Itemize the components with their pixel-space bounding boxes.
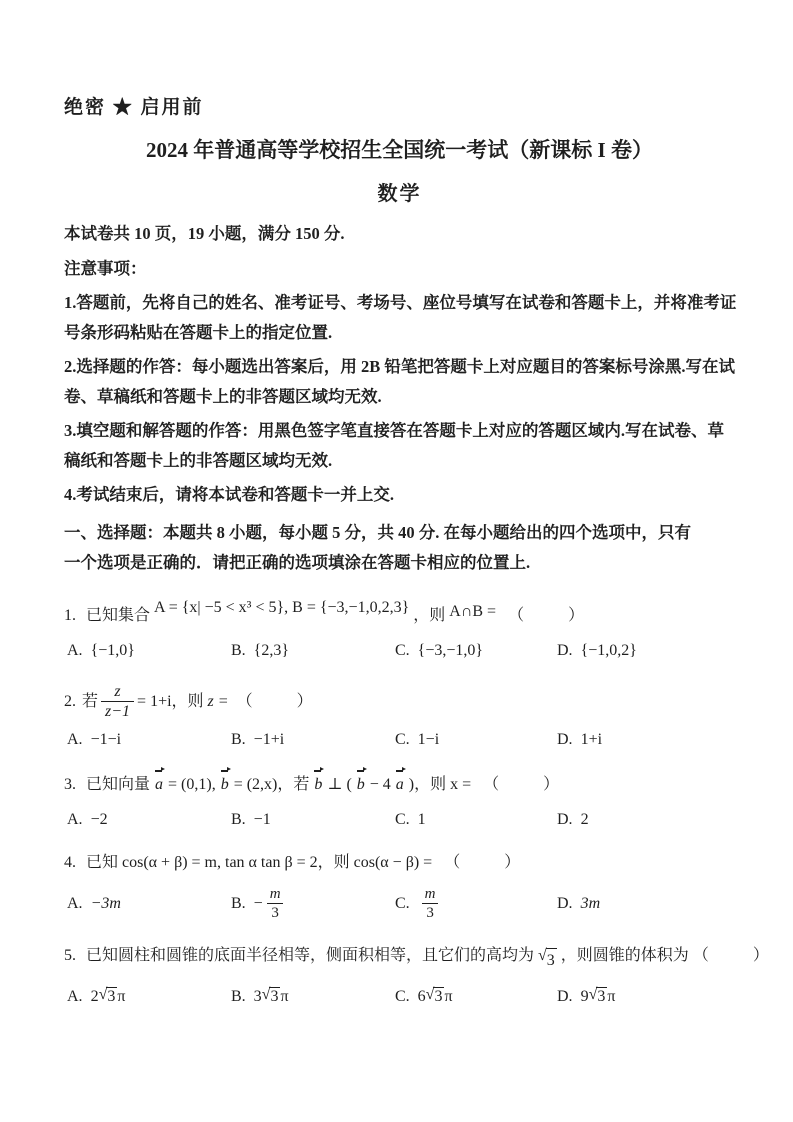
question-text: ，则圆锥的体积为 xyxy=(560,947,689,965)
sqrt-expression: √ 3 xyxy=(98,986,116,1006)
sqrt-expression: √ 3 xyxy=(538,948,557,973)
answer-blank: （ ） xyxy=(483,776,564,794)
sqrt-expression: √ 3 xyxy=(425,986,443,1006)
radical-sign: √ xyxy=(98,986,108,1004)
question-3: 3. 已知向量 a = (0,1), b = (2,x)，若 b ⊥ ( b − 4 a )，则 x = （ ） xyxy=(64,771,735,797)
notice-item-4 xyxy=(64,480,735,510)
radical-sign: √ xyxy=(588,986,598,1004)
notice-line: 稿纸和答题卡上的非答题区域均无效. xyxy=(64,451,333,470)
sqrt-expression: √ 3 xyxy=(261,986,279,1006)
z-expression: z = xyxy=(207,692,229,710)
notice-line: 1.答题前，先将自己的姓名、准考证号、考场号、座位号填写在试卷和答题卡上，并将准考证 xyxy=(64,293,737,312)
notice-item-1 xyxy=(64,288,735,348)
minus-sign: − xyxy=(253,894,263,912)
question-4 xyxy=(64,851,735,875)
question-text: 已知集合 xyxy=(86,607,151,624)
notice-heading: 注意事项： xyxy=(64,259,147,278)
option-b: B. −1 xyxy=(231,811,271,829)
question-number: 3. xyxy=(64,776,76,794)
section-heading-line: 一个选项是正确的．请把正确的选项填涂在答题卡相应的位置上. xyxy=(64,553,531,572)
question-5 xyxy=(64,944,773,973)
notice-item-3 xyxy=(64,416,735,476)
question-1 xyxy=(64,599,735,628)
notice-line: 号条形码粘贴在答题卡上的指定位置. xyxy=(64,323,333,342)
equation-text: = 1+i，则 xyxy=(137,692,204,710)
option-c: C. 1 xyxy=(395,811,426,829)
subject-title: 数学 xyxy=(377,183,422,205)
option-b: B. {2,3} xyxy=(231,642,290,659)
classification-label: 绝密 ★ 启用前 xyxy=(64,97,204,118)
question-number: 4. xyxy=(64,854,76,872)
vector-b: b xyxy=(356,773,366,797)
vector-b: b xyxy=(220,773,230,797)
fraction: $\frac{m}{3}$ xyxy=(266,885,285,922)
exam-title: 2024 年普通高等学校招生全国统一考试（新课标 I 卷） xyxy=(146,138,653,162)
option-b: B. − $\frac{m}{3}$ xyxy=(231,885,395,922)
fraction: $\frac{z}{z-1}$ xyxy=(101,682,134,721)
section-heading-line: 一、选择题：本题共 8 小题，每小题 5 分，共 40 分. 在每小题给出的四个选项中，只有 xyxy=(64,523,691,542)
answer-blank: （ ） xyxy=(444,854,525,872)
option-d: D. 9 √ 3 π xyxy=(557,986,616,1006)
option-c: C. 6 √ 3 π xyxy=(395,986,453,1006)
question-number: 5. xyxy=(64,947,76,965)
option-d: D. 2 xyxy=(557,811,589,829)
question-text: ，则 xyxy=(413,607,446,624)
vector-a: a xyxy=(154,773,164,797)
sqrt-expression: √ 3 xyxy=(588,986,606,1006)
option-a: A. {−1,0} xyxy=(67,642,135,659)
answer-blank: （ ） xyxy=(236,692,317,710)
notice-line: 3.填空题和解答题的作答：用黑色签字笔直接答在答题卡上对应的答题区域内.写在试卷、草 xyxy=(64,421,724,440)
intersection-expression: A∩B = xyxy=(449,603,497,620)
question-2-options xyxy=(64,731,735,749)
answer-blank: （ ） xyxy=(508,607,589,624)
question-text: 已知圆柱和圆锥的底面半径相等，侧面积相等，且它们的高均为 xyxy=(86,947,535,965)
notice-line: 2.选择题的作答：每小题选出答案后，用 2B 铅笔把答题卡上对应题目的答案标号涂黑.写在试 xyxy=(64,357,736,376)
radical-sign: √ xyxy=(538,947,547,965)
radical-sign: √ xyxy=(261,986,271,1004)
question-1-options xyxy=(64,642,735,660)
section-one-heading xyxy=(64,518,735,578)
option-a: A. 2 √ 3 π xyxy=(67,986,126,1006)
radical-sign: √ xyxy=(425,986,435,1004)
question-text: 若 xyxy=(82,692,99,710)
fraction: $\frac{m}{3}$ xyxy=(421,885,440,922)
notice-line: 卷、草稿纸和答题卡上的非答题区域均无效. xyxy=(64,387,382,406)
question-number: 1. xyxy=(64,607,76,624)
question-2 xyxy=(64,682,735,721)
question-5-options xyxy=(64,987,735,1006)
option-b: B. −1+i xyxy=(231,731,285,749)
option-a: A. −2 xyxy=(67,811,108,829)
notice-line: 4.考试结束后，请将本试卷和答题卡一并上交. xyxy=(64,485,394,504)
option-c: C. 1−i xyxy=(395,731,440,749)
option-c: C. $\frac{m}{3}$ xyxy=(395,885,557,922)
paper-info: 本试卷共 10 页，19 小题，满分 150 分. xyxy=(64,224,345,243)
set-formula: A = {x| −5 < x³ < 5}, B = {−3,−1,0,2,3} xyxy=(154,599,410,616)
option-a: A. −3m xyxy=(67,894,121,912)
question-text: 已知向量 xyxy=(86,776,151,794)
notice-item-2 xyxy=(64,352,735,412)
question-text: 已知 cos(α + β) = m, tan α tan β = 2，则 cos(α − β) = xyxy=(86,854,433,872)
question-3-options xyxy=(64,811,735,829)
question-number: 2. xyxy=(64,692,76,710)
option-c: C. {−3,−1,0} xyxy=(395,642,484,659)
vector-a: a xyxy=(395,773,405,797)
vector-b: b xyxy=(313,773,323,797)
option-d: D. {−1,0,2} xyxy=(557,642,637,659)
answer-blank: （ ） xyxy=(692,947,773,965)
option-a: A. −1−i xyxy=(67,731,122,749)
option-b: B. 3 √ 3 π xyxy=(231,986,289,1006)
question-4-options xyxy=(64,885,735,922)
option-d: D. 1+i xyxy=(557,731,603,749)
option-d: D. 3m xyxy=(557,894,601,912)
